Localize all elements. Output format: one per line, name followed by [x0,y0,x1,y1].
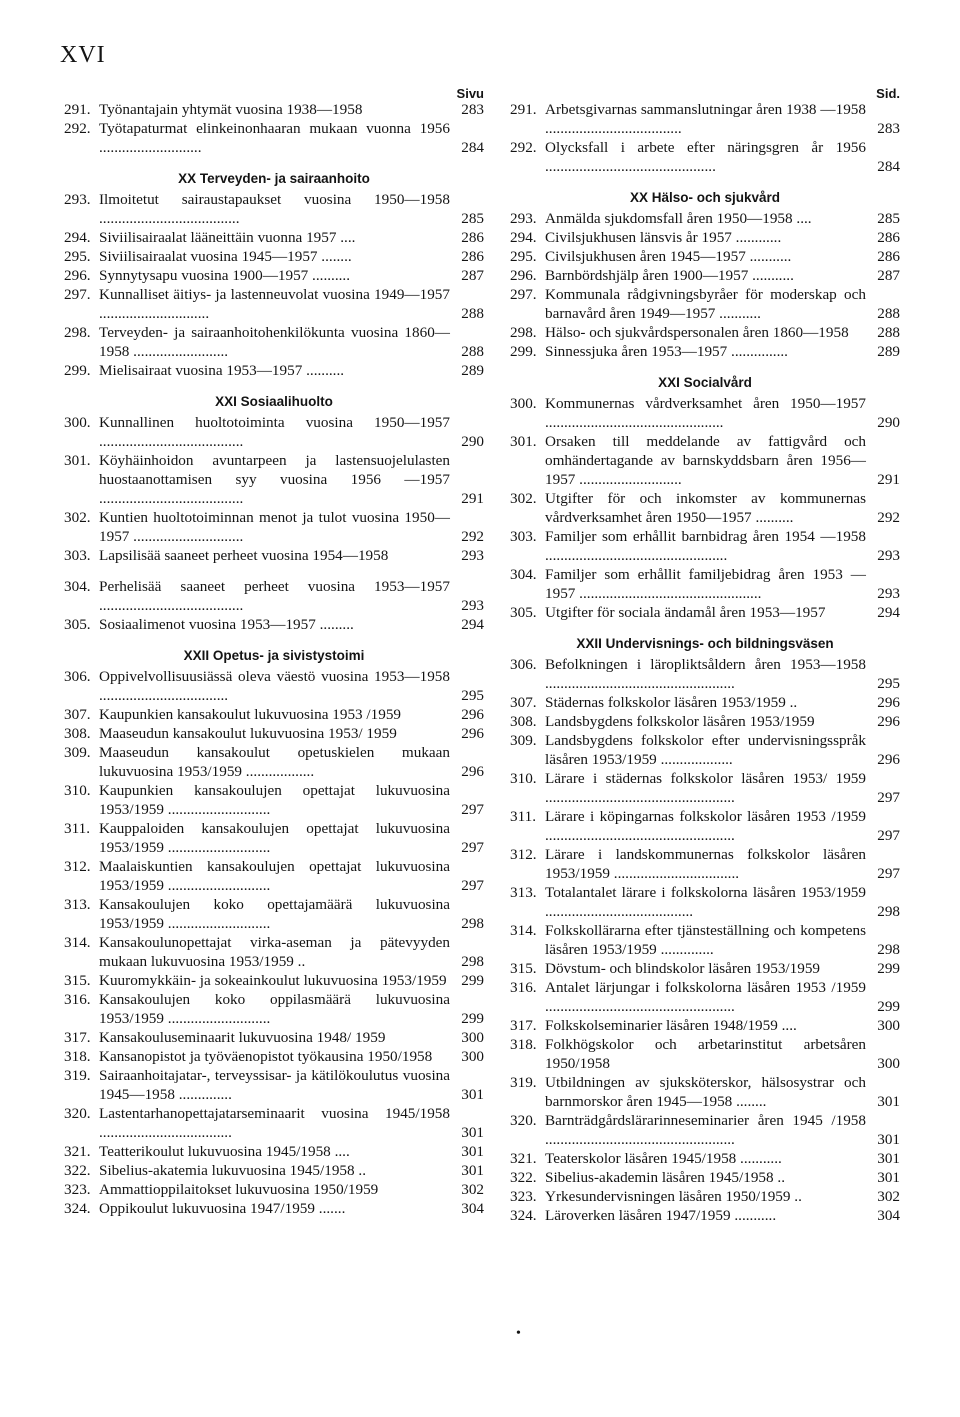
entry-page: 289 [877,343,900,360]
toc-entry [510,603,900,622]
entry-page: 297 [877,865,900,882]
entry-number: 306. [64,668,91,685]
entry-title: Anmälda sjukdomsfall åren 1950—1958 .... [545,210,812,227]
entry-page: 288 [877,324,900,341]
entry-title: Orsaken till meddelande av fattigvård och omhändertagande av barnskyddsbarn åren 1956—1957 ........................... [545,433,866,488]
toc-entry [510,100,900,138]
entry-number: 318. [64,1048,91,1065]
toc-entry [64,724,484,743]
entry-page: 292 [877,509,900,526]
entry-page: 286 [877,229,900,246]
entry-page: 301 [461,1086,484,1103]
toc-entry [510,527,900,565]
entry-title: Synnytysapu vuosina 1900—1957 .......... [99,267,351,284]
toc-entry [64,1066,484,1104]
section-title: XXI Sosiaalihuolto [215,394,333,409]
entry-page: 296 [877,713,900,730]
toc-entry [64,933,484,971]
toc-entry [510,1073,900,1111]
toc-entry [510,1206,900,1225]
entry-title: Terveyden- ja sairaanhoitohenkilökunta vuosina 1860—1958 ......................... [99,324,450,360]
entry-title: Sibelius-akatemia lukuvuosina 1945/1958 .. [99,1162,367,1179]
entry-page: 286 [877,248,900,265]
entry-page: 297 [877,827,900,844]
entry-title: Kunnallinen huoltotoiminta vuosina 1950—1957 ...................................... [99,414,450,450]
entry-number: 323. [64,1181,91,1198]
entry-page: 301 [877,1150,900,1167]
entry-number: 301. [64,452,91,469]
section-title: XXII Undervisnings- och bildningsväsen [576,636,834,651]
entry-title: Kuuromykkäin- ja sokeainkoulut lukuvuosina 1953/1959 [99,972,447,989]
entry-title: Teaterskolor läsåren 1945/1958 ........... [545,1150,782,1167]
entry-title: Sosiaalimenot vuosina 1953—1957 ......... [99,616,354,633]
toc-entry [64,705,484,724]
entry-page: 286 [461,229,484,246]
entry-page: 296 [461,706,484,723]
toc-entry [510,1168,900,1187]
entry-title: Kaupunkien kansakoulut lukuvuosina 1953 /1959 [99,706,402,723]
entry-number: 302. [510,490,537,507]
contents-section [64,577,484,634]
contents-section [510,188,900,361]
entry-title: Barnträdgårdslärarinneseminarier åren 1945 /1958 .................................................. [545,1112,866,1148]
toc-entry [510,655,900,693]
toc-entry [64,451,484,508]
entry-page: 297 [461,801,484,818]
entry-title: Ilmoitetut sairaustapaukset vuosina 1950—1958 ..................................... [99,191,450,227]
entry-number: 316. [510,979,537,996]
entry-page: 302 [461,1181,484,1198]
toc-entry [510,266,900,285]
toc-entry [64,546,484,565]
entry-page: 297 [877,789,900,806]
entry-title: Sairaanhoitajatar-, terveyssisar- ja kätilökoulutus vuosina 1945—1958 .............. [99,1067,450,1103]
entry-number: 300. [64,414,91,431]
entry-title: Ammattioppilaitokset lukuvuosina 1950/1959 [99,1181,379,1198]
entry-number: 304. [64,578,91,595]
toc-entry [64,266,484,285]
entry-title: Sibelius-akademin läsåren 1945/1958 .. [545,1169,785,1186]
entry-page: 300 [877,1055,900,1072]
entry-number: 316. [64,991,91,1008]
entry-number: 319. [510,1074,537,1091]
entry-title: Städernas folkskolor läsåren 1953/1959 .. [545,694,798,711]
entry-page: 296 [877,694,900,711]
entry-page: 299 [877,998,900,1015]
entry-title: Barnbördshjälp åren 1900—1957 ........... [545,267,794,284]
entry-number: 307. [510,694,537,711]
entry-number: 318. [510,1036,537,1053]
entry-number: 317. [510,1017,537,1034]
toc-entry [510,138,900,176]
entry-number: 313. [64,896,91,913]
entry-number: 314. [510,922,537,939]
toc-entry [64,323,484,361]
toc-entry [510,342,900,361]
entry-title: Lastentarhanopettajatarseminaarit vuosina 1945/1958 ................................... [99,1105,450,1141]
contents-section [510,634,900,1225]
toc-entry [510,432,900,489]
entry-number: 292. [510,139,537,156]
entry-number: 297. [64,286,91,303]
toc-entry [510,959,900,978]
toc-entry [510,712,900,731]
entry-title: Työnantajain yhtymät vuosina 1938—1958 [99,101,363,118]
entry-number: 308. [64,725,91,742]
contents-section [64,169,484,380]
toc-entry [64,781,484,819]
entry-page: 284 [877,158,900,175]
entry-page: 298 [877,903,900,920]
entry-title: Köyhäinhoidon avuntarpeen ja lastensuojelulasten huostaanottamisen syy vuosina 1956 —1957 ...................................... [99,452,450,507]
toc-entry [64,1104,484,1142]
toc-entry [64,895,484,933]
toc-entry [510,565,900,603]
toc-entry [510,1111,900,1149]
contents-section [510,373,900,622]
entry-number: 308. [510,713,537,730]
entry-page: 290 [461,433,484,450]
page-number: XVI [60,42,106,68]
entry-number: 293. [510,210,537,227]
toc-entry [64,1161,484,1180]
entry-number: 304. [510,566,537,583]
entry-title: Kauppaloiden kansakoulujen opettajat lukuvuosina 1953/1959 ........................... [99,820,450,856]
entry-title: Utgifter för och inkomster av kommunernas vårdverksamhet åren 1950—1957 .......... [545,490,866,526]
entry-title: Mielisairaat vuosina 1953—1957 .......... [99,362,345,379]
entry-title: Kunnalliset äitiys- ja lastenneuvolat vuosina 1949—1957 ............................. [99,286,450,322]
entry-page: 301 [461,1162,484,1179]
entry-page: 291 [461,490,484,507]
toc-entry [510,921,900,959]
entry-title: Olycksfall i arbete efter näringsgren år 1956 ............................................. [545,139,866,175]
entry-page: 298 [461,953,484,970]
toc-entry [64,1180,484,1199]
entry-number: 319. [64,1067,91,1084]
entry-page: 299 [461,972,484,989]
entry-title: Sinnessjuka åren 1953—1957 ............... [545,343,788,360]
section-title: XX Terveyden- ja sairaanhoito [178,171,370,186]
entry-title: Siviilisairaalat lääneittäin vuonna 1957 .... [99,229,356,246]
entry-page: 292 [461,528,484,545]
entry-page: 304 [461,1200,484,1217]
entry-number: 315. [510,960,537,977]
entry-title: Totalantalet lärare i folkskolorna läsåren 1953/1959 ....................................... [545,884,866,920]
toc-entry [64,1047,484,1066]
toc-entry [64,285,484,323]
toc-entry [510,228,900,247]
entry-page: 296 [461,763,484,780]
entry-title: Landsbygdens folkskolor efter undervisningsspråk läsåren 1953/1959 ................... [545,732,866,768]
entry-page: 287 [461,267,484,284]
entry-number: 324. [510,1207,537,1224]
toc-entry [510,693,900,712]
toc-entry [64,413,484,451]
entry-page: 295 [461,687,484,704]
toc-entry [510,769,900,807]
entry-title: Befolkningen i läropliktsåldern åren 1953—1958 .................................................. [545,656,866,692]
entry-page: 301 [877,1169,900,1186]
toc-entry [510,1149,900,1168]
entry-number: 309. [510,732,537,749]
contents-section [64,100,484,157]
entry-number: 303. [64,547,91,564]
toc-entry [64,119,484,157]
entry-number: 310. [510,770,537,787]
toc-entry [64,615,484,634]
entry-title: Lärare i städernas folkskolor läsåren 1953/ 1959 .................................................. [545,770,866,806]
toc-entry [64,1028,484,1047]
entry-number: 323. [510,1188,537,1205]
column-header-sivu: Sivu [456,86,484,101]
entry-page: 283 [461,101,484,118]
entry-title: Kommunala rådgivningsbyråer för moderskap och barnavård åren 1949—1957 ........... [545,286,866,322]
toc-entry [64,100,484,119]
toc-entry [510,1187,900,1206]
entry-title: Oppivelvollisuusiässä oleva väestö vuosina 1953—1958 .................................. [99,668,450,704]
entry-title: Lärare i landskommunernas folkskolor läsåren 1953/1959 ................................. [545,846,866,882]
entry-title: Folkskolseminarier läsåren 1948/1959 .... [545,1017,797,1034]
finnish-column [64,86,484,1218]
entry-title: Utbildningen av sjuksköterskor, hälsosystrar och barnmorskor åren 1945—1958 ........ [545,1074,866,1110]
toc-entry [64,819,484,857]
toc-entry [64,667,484,705]
entry-page: 302 [877,1188,900,1205]
entry-page: 300 [877,1017,900,1034]
entry-page: 284 [461,139,484,156]
entry-page: 293 [461,597,484,614]
entry-number: 322. [64,1162,91,1179]
toc-entry [510,323,900,342]
entry-number: 300. [510,395,537,412]
entry-page: 289 [461,362,484,379]
entry-page: 301 [877,1093,900,1110]
toc-entry [64,247,484,266]
entry-page: 300 [461,1029,484,1046]
entry-page: 299 [877,960,900,977]
entry-title: Läroverken läsåren 1947/1959 ........... [545,1207,777,1224]
entry-title: Kommunernas vårdverksamhet åren 1950—1957 ............................................... [545,395,866,431]
entry-title: Kansakoulunopettajat virka-aseman ja pätevyyden mukaan lukuvuosina 1953/1959 .. [99,934,450,970]
entry-number: 293. [64,191,91,208]
entry-number: 324. [64,1200,91,1217]
entry-title: Perhelisää saaneet perheet vuosina 1953—1957 ...................................... [99,578,450,614]
toc-entry [64,1199,484,1218]
entry-page: 283 [877,120,900,137]
entry-number: 320. [510,1112,537,1129]
entry-number: 312. [510,846,537,863]
entry-page: 290 [877,414,900,431]
entry-number: 292. [64,120,91,137]
toc-entry [510,489,900,527]
entry-number: 307. [64,706,91,723]
entry-title: Kaupunkien kansakoulujen opettajat lukuvuosina 1953/1959 ........................... [99,782,450,818]
entry-number: 296. [64,267,91,284]
entry-number: 295. [64,248,91,265]
entry-number: 297. [510,286,537,303]
toc-entry [510,209,900,228]
toc-entry [64,361,484,380]
entry-title: Maaseudun kansakoulut opetuskielen mukaan lukuvuosina 1953/1959 .................. [99,744,450,780]
toc-entry [510,1035,900,1073]
entry-page: 301 [461,1124,484,1141]
entry-title: Työtapaturmat elinkeinonhaaran mukaan vuonna 1956 ........................... [99,120,450,156]
entry-number: 294. [510,229,537,246]
entry-number: 322. [510,1169,537,1186]
toc-entry [64,228,484,247]
toc-entry [64,190,484,228]
entry-page: 291 [877,471,900,488]
entry-title: Lärare i köpingarnas folkskolor läsåren 1953 /1959 .................................................. [545,808,866,844]
entry-title: Familjer som erhållit familjebidrag åren 1953 —1957 ................................................ [545,566,866,602]
entry-page: 296 [461,725,484,742]
entry-number: 295. [510,248,537,265]
entry-number: 321. [64,1143,91,1160]
entry-title: Lapsilisää saaneet perheet vuosina 1954—1958 [99,547,389,564]
entry-page: 297 [461,839,484,856]
contents-section [64,646,484,1218]
entry-title: Kansanopistot ja työväenopistot työkausina 1950/1958 [99,1048,433,1065]
entry-number: 321. [510,1150,537,1167]
entry-title: Maaseudun kansakoulut lukuvuosina 1953/ 1959 [99,725,397,742]
entry-title: Antalet lärjungar i folkskolorna läsåren 1953 /1959 .................................................. [545,979,866,1015]
entry-number: 306. [510,656,537,673]
entry-title: Folkskollärarna efter tjänsteställning och kompetens läsåren 1953/1959 .............. [545,922,866,958]
toc-entry [64,577,484,615]
swedish-column [510,86,900,1225]
entry-number: 302. [64,509,91,526]
contents-section [510,100,900,176]
entry-number: 320. [64,1105,91,1122]
entry-page: 301 [461,1143,484,1160]
entry-number: 301. [510,433,537,450]
toc-entry [510,1016,900,1035]
entry-page: 288 [877,305,900,322]
entry-number: 313. [510,884,537,901]
toc-entry [64,1142,484,1161]
entry-page: 285 [877,210,900,227]
entry-page: 297 [461,877,484,894]
entry-number: 311. [64,820,91,837]
toc-entry [510,845,900,883]
toc-entry [510,731,900,769]
entry-number: 312. [64,858,91,875]
section-title: XX Hälso- och sjukvård [629,190,781,205]
entry-number: 305. [64,616,91,633]
entry-page: 285 [461,210,484,227]
entry-page: 294 [877,604,900,621]
entry-title: Oppikoulut lukuvuosina 1947/1959 ....... [99,1200,346,1217]
entry-title: Teatterikoulut lukuvuosina 1945/1958 .... [99,1143,350,1160]
toc-entry [64,508,484,546]
entry-number: 299. [64,362,91,379]
entry-page: 300 [461,1048,484,1065]
entry-title: Kansakouluseminaarit lukuvuosina 1948/ 1959 [99,1029,386,1046]
entry-number: 309. [64,744,91,761]
entry-number: 317. [64,1029,91,1046]
entry-title: Civilsjukhusen länsvis år 1957 ............ [545,229,782,246]
entry-number: 315. [64,972,91,989]
toc-entry [64,857,484,895]
section-title: XXII Opetus- ja sivistystoimi [183,648,365,663]
toc-entry [510,807,900,845]
toc-entry [510,978,900,1016]
entry-page: 293 [877,585,900,602]
entry-number: 311. [510,808,537,825]
entry-title: Utgifter för sociala ändamål åren 1953—1957 [545,604,826,621]
entry-title: Dövstum- och blindskolor läsåren 1953/1959 [545,960,821,977]
toc-entry [64,743,484,781]
entry-page: 298 [461,915,484,932]
entry-page: 287 [877,267,900,284]
entry-page: 294 [461,616,484,633]
entry-title: Familjer som erhållit barnbidrag åren 1954 —1958 ................................................ [545,528,866,564]
contents-section [64,392,484,565]
entry-page: 293 [877,547,900,564]
toc-entry [510,394,900,432]
entry-number: 299. [510,343,537,360]
entry-title: Kuntien huoltotoiminnan menot ja tulot vuosina 1950—1957 ............................. [99,509,450,545]
entry-title: Landsbygdens folkskolor läsåren 1953/1959 [545,713,815,730]
entry-number: 303. [510,528,537,545]
entry-title: Civilsjukhusen åren 1945—1957 ........... [545,248,792,265]
entry-title: Yrkesundervisningen läsåren 1950/1959 .. [545,1188,802,1205]
entry-page: 296 [877,751,900,768]
entry-number: 314. [64,934,91,951]
entry-page: 304 [877,1207,900,1224]
entry-number: 291. [64,101,91,118]
entry-page: 286 [461,248,484,265]
entry-title: Hälso- och sjukvårdspersonalen åren 1860—1958 [545,324,849,341]
entry-number: 298. [510,324,537,341]
entry-number: 296. [510,267,537,284]
entry-title: Kansakoulujen koko oppilasmäärä lukuvuosina 1953/1959 ........................... [99,991,450,1027]
toc-entry [64,990,484,1028]
entry-page: 298 [877,941,900,958]
entry-page: 288 [461,343,484,360]
entry-title: Arbetsgivarnas sammanslutningar åren 1938 —1958 .................................... [545,101,866,137]
toc-entry [510,285,900,323]
footer-dot: • [516,1326,521,1341]
entry-page: 295 [877,675,900,692]
entry-page: 293 [461,547,484,564]
toc-entry [64,971,484,990]
entry-title: Kansakoulujen koko opettajamäärä lukuvuosina 1953/1959 ........................... [99,896,450,932]
entry-page: 301 [877,1131,900,1148]
toc-entry [510,247,900,266]
section-title: XXI Socialvård [658,375,752,390]
entry-page: 299 [461,1010,484,1027]
entry-number: 294. [64,229,91,246]
entry-number: 305. [510,604,537,621]
entry-title: Folkhögskolor och arbetarinstitut arbetsåren 1950/1958 [545,1036,866,1072]
toc-entry [510,883,900,921]
entry-number: 298. [64,324,91,341]
entry-title: Maalaiskuntien kansakoulujen opettajat lukuvuosina 1953/1959 ........................... [99,858,450,894]
entry-number: 291. [510,101,537,118]
entry-page: 288 [461,305,484,322]
column-header-sid: Sid. [876,86,900,101]
entry-number: 310. [64,782,91,799]
entry-title: Siviilisairaalat vuosina 1945—1957 ........ [99,248,352,265]
